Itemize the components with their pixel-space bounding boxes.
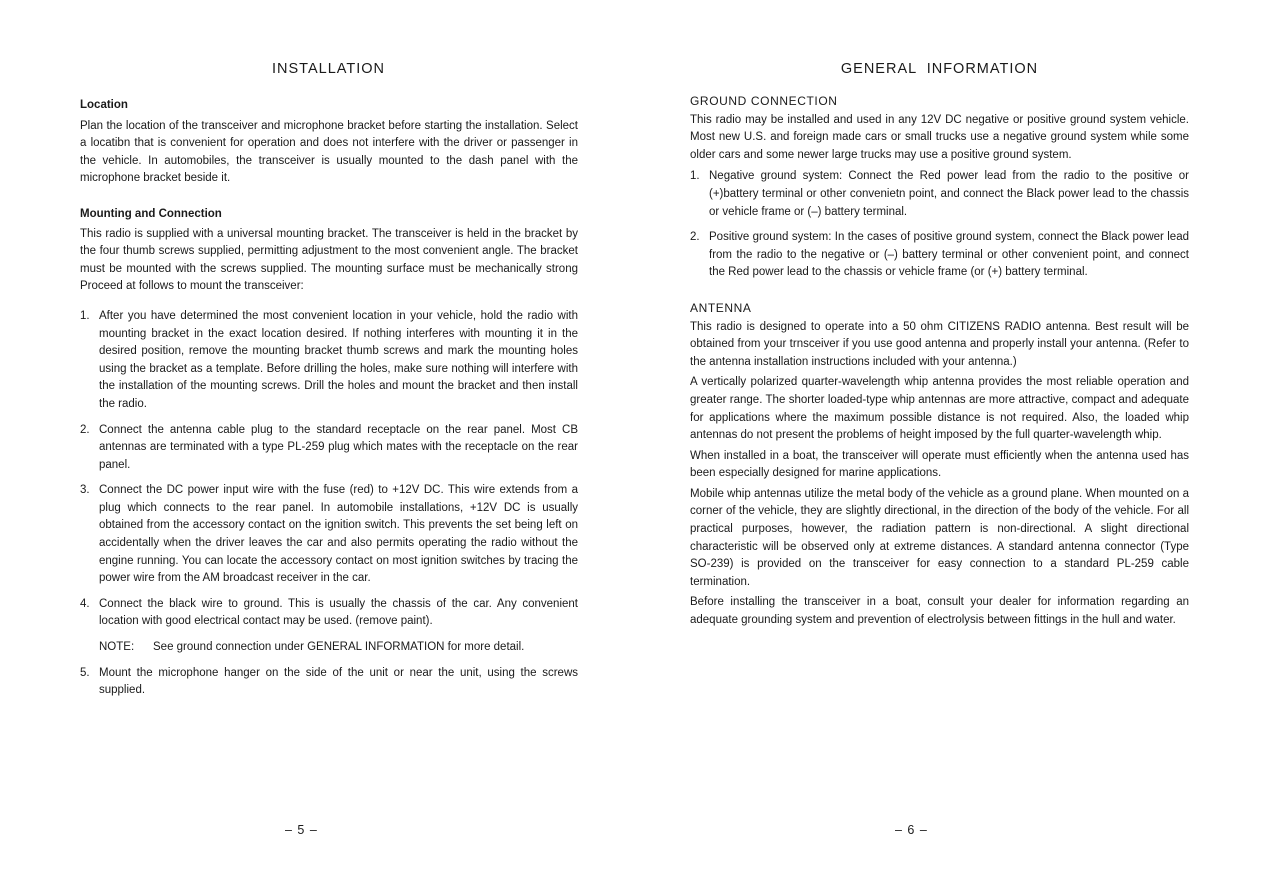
note-label: NOTE: — [99, 641, 135, 654]
page-title-general-information: GENERAL INFORMATION — [840, 61, 1039, 77]
list-item — [80, 482, 578, 588]
list-item — [80, 308, 578, 414]
step-number: 2. — [80, 423, 90, 436]
step-number: 5. — [80, 666, 90, 679]
page-number: – 5 – — [285, 823, 318, 837]
list-item — [80, 422, 578, 475]
list-item — [690, 229, 1189, 282]
item-number: 2. — [690, 231, 700, 244]
location-paragraph: Plan the location of the transceiver and microphone bracket before starting the installation. Select a locatibn that is convenient for operation and does not interfere with the driver or passenger in the vehicle. In automobiles, the transceiver is usually mounted to the dash panel with the microphone bracket beside it. — [80, 119, 578, 185]
antenna-paragraph: A vertically polarized quarter-wavelength whip antenna provides the most reliable operation and greater range. The shorter loaded-type whip antennas are more attractive, compact and adequate for applications where the maximum possible distance is not required. Also, the loaded whip antennas do not present the problems of height imposed by the full quarter-wavelength whip. — [690, 376, 1189, 442]
antenna-paragraph: Before installing the transceiver in a boat, consult your dealer for information regarding an adequate grounding system and prevention of electrolysis between fittings in the hull and water. — [690, 596, 1189, 627]
step-text: Connect the black wire to ground. This is usually the chassis of the car. Any convenient location with good electrical contact may be used. (remove paint). — [99, 597, 578, 628]
item-text: Negative ground system: Connect the Red power lead from the radio to the positive or (+)battery terminal or other convenietn point, and connect the Black power lead to the chassis or vehicle frame or (–) battery terminal. — [709, 170, 1189, 218]
step-number: 3. — [80, 484, 90, 497]
note — [80, 639, 578, 657]
location-heading: Location — [80, 99, 128, 111]
step-text: After you have determined the most convenient location in your vehicle, hold the radio with mounting bracket in the exact location desired. If nothing interferes with mounting it in the desired position, remove the mounting bracket thumb screws and mark the mounting holes using the bracket as a template. Before drilling the holes, make sure nothing will interfere with the installation of the mounting screws. Drill the holes and mount the bracket and then install the radio. — [99, 309, 578, 410]
page-title-installation: INSTALLATION — [272, 61, 385, 77]
general-information-body — [690, 93, 1189, 630]
list-item — [690, 168, 1189, 221]
installation-steps — [80, 308, 578, 631]
page-6 — [632, 0, 1263, 893]
antenna-paragraph: This radio is designed to operate into a 50 ohm CITIZENS RADIO antenna. Best result will be obtained from your trnsceiver if you use good antenna and properly install your antenna. (Refer to the antenna installation instructions included with your antenna.) — [690, 320, 1189, 368]
list-item — [80, 665, 578, 700]
ground-connection-heading: GROUND CONNECTION — [690, 94, 838, 108]
page-number: – 6 – — [895, 823, 928, 837]
ground-connection-paragraph: This radio may be installed and used in any 12V DC negative or positive ground system vehicle. Most new U.S. and foreign made cars or small trucks use a negative ground system while some older cars and some newer large trucks may use a positive ground system. — [690, 113, 1189, 161]
step-text: Mount the microphone hanger on the side of the unit or near the unit, using the screws supplied. — [99, 666, 578, 697]
antenna-paragraph: Mobile whip antennas utilize the metal body of the vehicle as a ground plane. When mounted on a corner of the vehicle, they are slightly directional, in the direction of the body of the vehicle. For all practical purposes, however, the radiation pattern is non-directional. A slight directional characteristic will be observed only at extreme distances. A standard antenna connector (Type SO-239) is provided on the transceiver for easy connection to a standard PL-259 cable termination. — [690, 487, 1189, 588]
antenna-paragraph: When installed in a boat, the transceiver will operate must efficiently when the antenna used has been especially designed for marine applications. — [690, 449, 1189, 480]
item-text: Positive ground system: In the cases of positive ground system, connect the Black power lead from the radio to the negative or (–) battery terminal or other convenient point, and connect the Red power lead to the chassis or vehicle frame (or (+) battery terminal. — [709, 231, 1189, 279]
list-item — [80, 596, 578, 631]
item-number: 1. — [690, 170, 700, 183]
note-text: See ground connection under GENERAL INFORMATION for more detail. — [153, 641, 525, 654]
step-text: Connect the DC power input wire with the fuse (red) to +12V DC. This wire extends from a plug which connects to the rear panel. In automobile installations, +12V DC is usually obtained from the accessory contact on the ignition switch. This prevents the set being left on accidentally when the driver leaves the car and also permits operating the radio without the engine running. You can locate the accessory contact on most ignition switches by tracing the power wire from the AM broadcast receiver in the car. — [99, 484, 578, 585]
step-number: 4. — [80, 597, 90, 610]
mounting-heading: Mounting and Connection — [80, 207, 222, 220]
step-text: Connect the antenna cable plug to the standard receptacle on the rear panel. Most CB antennas are terminated with a type PL-259 plug which mates with the receptacle on the rear panel. — [99, 423, 578, 471]
step-number: 1. — [80, 309, 90, 322]
antenna-heading: ANTENNA — [690, 300, 752, 315]
ground-system-list — [690, 168, 1189, 282]
installation-body — [80, 97, 578, 708]
mounting-paragraph: This radio is supplied with a universal mounting bracket. The transceiver is held in the bracket by the four thumb screws supplied, permitting adjustment to the most convenient angle. The bracket must be mounted with the screws supplied. The mounting surface must be mechanically strong Proceed at follows to mount the transceiver: — [80, 227, 578, 293]
